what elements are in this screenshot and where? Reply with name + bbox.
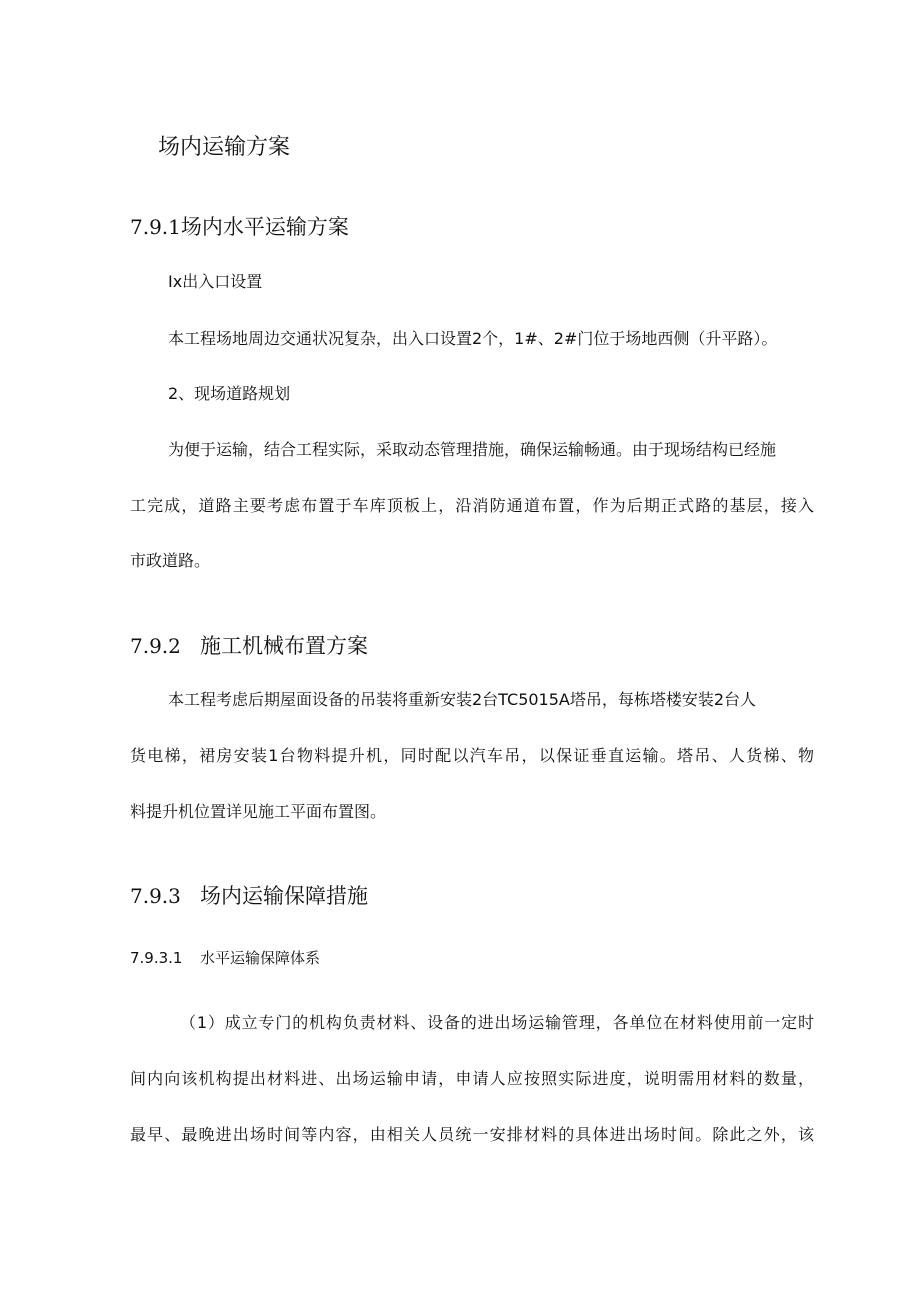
road-paragraph-line-1: 为便于运输，结合工程实际，采取动态管理措施，确保运输畅通。由于现场结构已经施: [168, 440, 777, 459]
transport-paragraph-line-1: （1）成立专门的机构负责材料、设备的进出场运输管理，各单位在材料使用前一定时: [180, 1013, 814, 1032]
section-793-title: 场内运输保障措施: [200, 884, 368, 908]
section-792-number: 7.9.2: [130, 634, 181, 658]
section-793-number: 7.9.3: [130, 884, 181, 908]
subsection-road-title: 2、现场道路规划: [168, 384, 291, 403]
subsection-7931-heading: [130, 951, 320, 966]
document-title: 场内运输方案: [158, 135, 291, 160]
machinery-paragraph-line-1: 本工程考虑后期屋面设备的吊装将重新安装2台TC5015A塔吊，每栋塔楼安装2台人: [168, 690, 757, 709]
section-793-heading: [130, 886, 368, 907]
subsection-7931-title: 水平运输保障体系: [200, 949, 321, 967]
transport-paragraph-line-2: 间内向该机构提出材料进、出场运输申请，申请人应按照实际进度，说明需用材料的数量，: [130, 1069, 814, 1088]
subsection-7931-number: 7.9.3.1: [130, 949, 183, 967]
section-792-heading: [130, 636, 368, 657]
road-paragraph-line-3: 市政道路。: [130, 551, 211, 570]
road-paragraph-line-2: 工完成，道路主要考虑布置于车库顶板上，沿消防通道布置，作为后期正式路的基层，接入: [130, 496, 814, 515]
transport-paragraph-line-3: 最早、最晚进出场时间等内容，由相关人员统一安排材料的具体进出场时间。除此之外，该: [130, 1125, 814, 1144]
section-791-number: 7.9.1: [130, 215, 181, 239]
subsection-entrance-body: 本工程场地周边交通状况复杂，出入口设置2个，1#、2#门位于场地西侧（升平路）。: [168, 329, 778, 348]
machinery-paragraph-line-2: 货电梯，裙房安装1台物料提升机，同时配以汽车吊，以保证垂直运输。塔吊、人货梯、物: [130, 746, 814, 765]
section-791-title: 场内水平运输方案: [180, 215, 349, 239]
section-791-heading: [130, 217, 349, 238]
subsection-entrance-title: Ix出入口设置: [168, 272, 263, 291]
section-792-title: 施工机械布置方案: [200, 634, 368, 658]
machinery-paragraph-line-3: 料提升机位置详见施工平面布置图。: [130, 802, 387, 821]
